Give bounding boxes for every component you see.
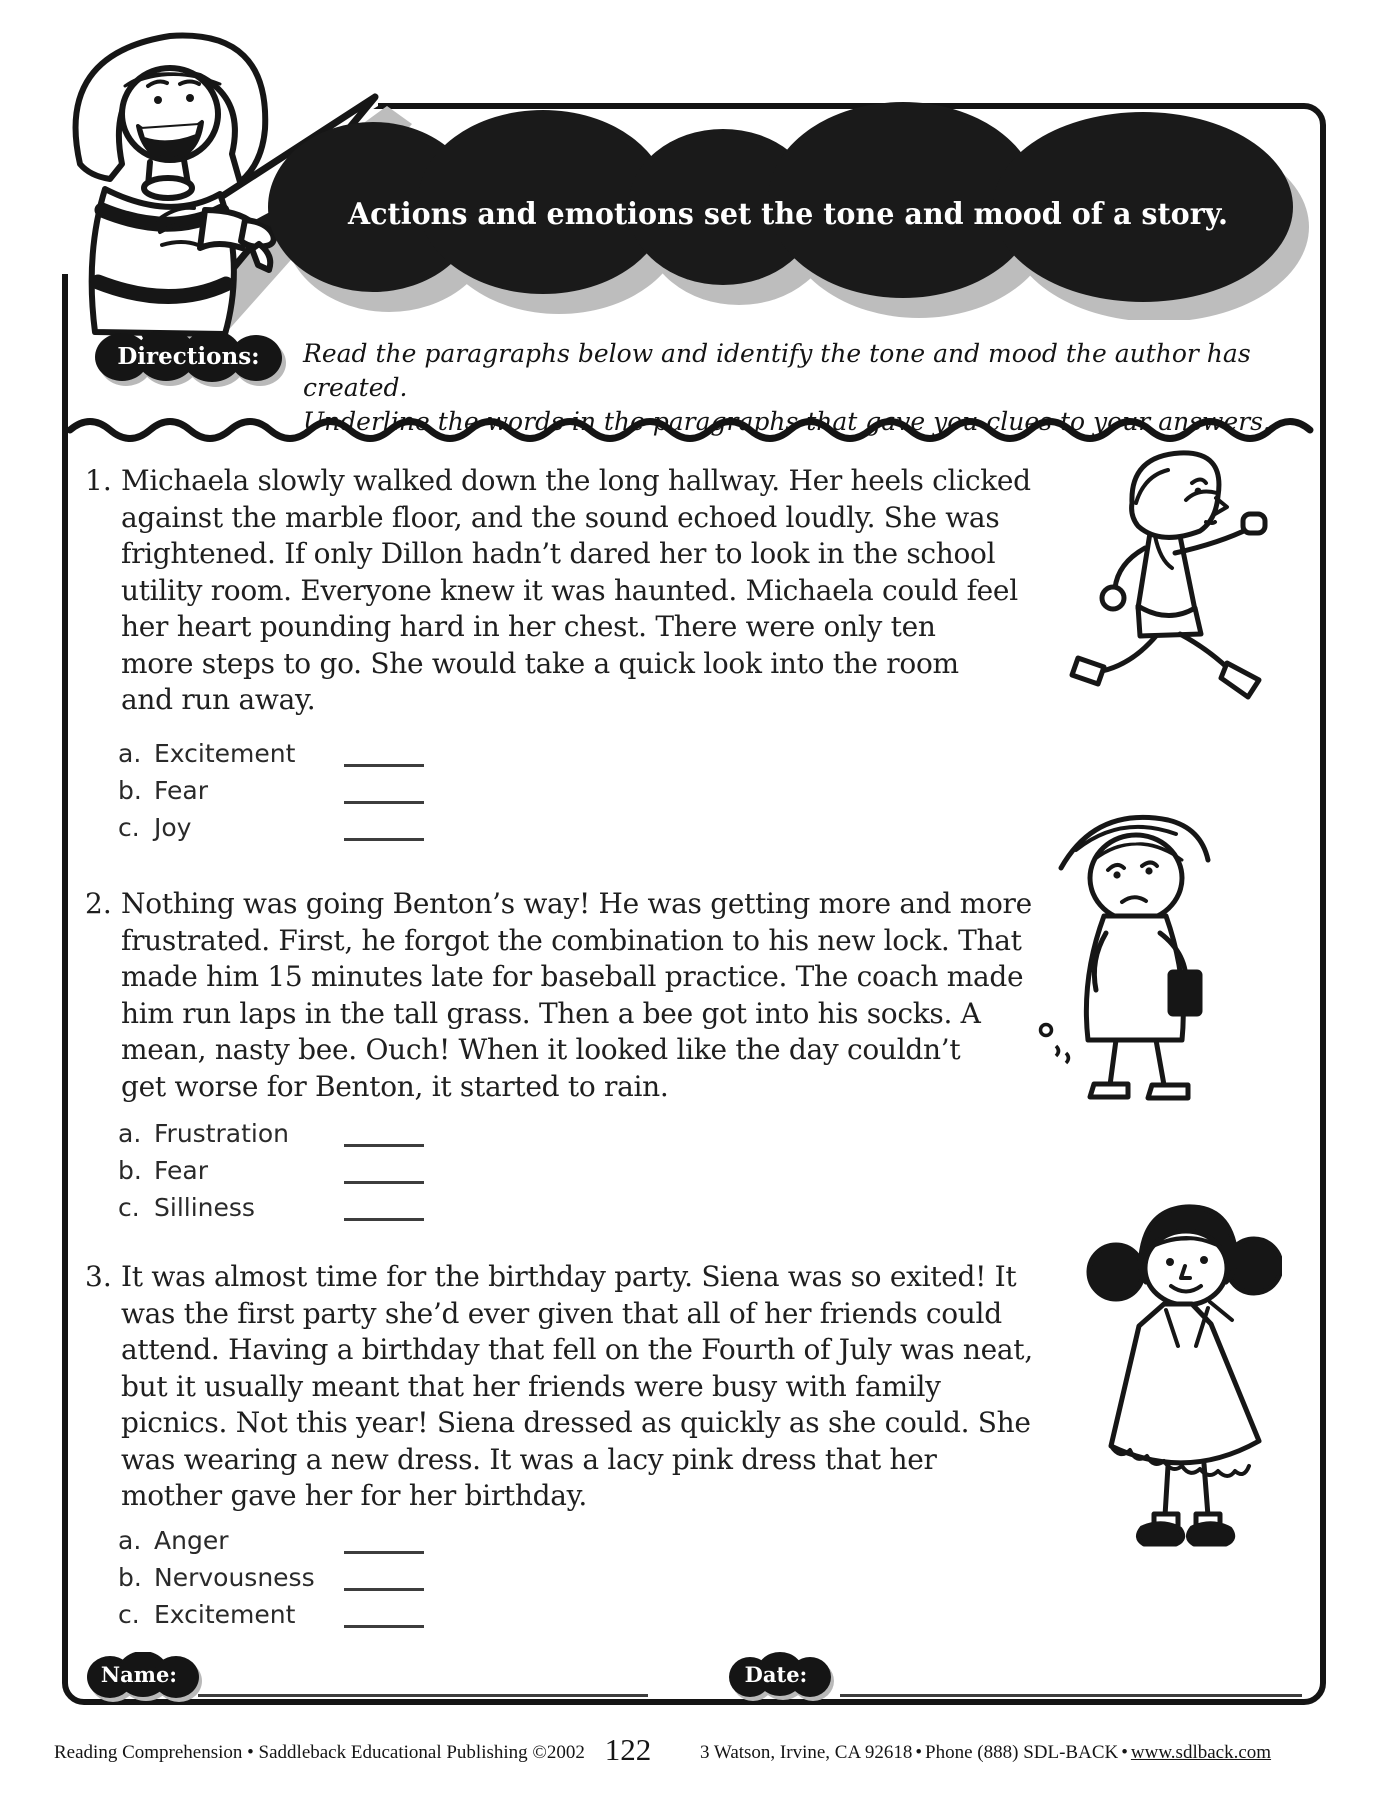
answer-blank[interactable]: [344, 1625, 424, 1628]
publisher-credit: Reading Comprehension • Saddleback Educational Publishing ©2002: [54, 1742, 585, 1763]
answer-blank[interactable]: [344, 1588, 424, 1591]
publisher-website-link[interactable]: www.sdlback.com: [1130, 1742, 1272, 1763]
paragraph-line: attend. Having a birthday that fell on the Fourth of July was neat,: [121, 1333, 1033, 1366]
question-paragraph: [121, 1259, 1033, 1515]
paragraph-line: Nothing was going Benton’s way! He was getting more and more: [121, 887, 1032, 920]
directions-line: Read the paragraphs below and identify the tone and mood the author has created.: [303, 339, 1251, 402]
paragraph-line: but it usually meant that her friends were busy with family: [121, 1369, 941, 1403]
answer-blank[interactable]: [344, 1551, 424, 1554]
option-label: Anger: [154, 1526, 229, 1555]
answer-option: [118, 1191, 588, 1228]
paragraph-line: more steps to go. She would take a quick look into the room: [121, 646, 959, 680]
paragraph-line: him run laps in the tall grass. Then a bee got into his socks. A: [121, 996, 981, 1030]
paragraph-line: utility room. Everyone knew it was haunted. Michaela could feel: [121, 573, 1018, 607]
sad-girl-illustration: [1036, 798, 1254, 1110]
option-label: Excitement: [154, 739, 296, 768]
name-label: Name:: [100, 1661, 178, 1687]
option-letter: b.: [118, 776, 142, 805]
worksheet-title: Actions and emotions set the tone and mood of a story.: [347, 197, 1228, 232]
answer-blank[interactable]: [344, 838, 424, 841]
publisher-contact: [700, 1742, 1271, 1764]
question-3: [85, 1259, 1033, 1515]
answer-option: [118, 737, 588, 774]
publisher-phone: Phone (888) SDL-BACK: [925, 1742, 1119, 1763]
option-label: Fear: [154, 1156, 208, 1185]
paragraph-line: and run away.: [121, 683, 316, 716]
paragraph-line: mother gave her for her birthday.: [121, 1479, 588, 1512]
name-input-line[interactable]: [198, 1694, 648, 1697]
answer-option: [118, 774, 588, 811]
running-girl-illustration: [1060, 448, 1272, 714]
wavy-divider: [64, 406, 1322, 452]
question-1-options: [118, 737, 588, 848]
paragraph-line: Michaela slowly walked down the long hallway. Her heels clicked: [121, 464, 1031, 497]
answer-option: [118, 1598, 588, 1635]
answer-blank[interactable]: [344, 1144, 424, 1147]
answer-blank[interactable]: [344, 1181, 424, 1184]
question-2: [85, 886, 1032, 1105]
question-paragraph: [121, 463, 1031, 719]
paragraph-line: get worse for Benton, it started to rain.: [121, 1069, 669, 1103]
answer-option: [118, 1524, 588, 1561]
option-label: Fear: [154, 776, 208, 805]
question-number: 2.: [85, 887, 112, 920]
question-number: 1.: [85, 464, 112, 497]
paragraph-line: against the marble floor, and the sound echoed loudly. She was: [121, 500, 1000, 534]
option-letter: a.: [118, 1526, 142, 1555]
option-letter: a.: [118, 739, 142, 768]
option-label: Frustration: [154, 1119, 289, 1148]
paragraph-line: It was almost time for the birthday party. Siena was so exited! It: [121, 1260, 1017, 1293]
option-letter: c.: [118, 1600, 140, 1629]
option-letter: a.: [118, 1119, 142, 1148]
directions-label: Directions:: [117, 342, 260, 370]
question-2-options: [118, 1117, 588, 1228]
question-3-options: [118, 1524, 588, 1635]
title-speech-bubble: [243, 92, 1333, 320]
question-paragraph: [121, 886, 1032, 1105]
option-letter: b.: [118, 1563, 142, 1592]
party-dress-girl-illustration: [1086, 1194, 1282, 1554]
answer-option: [118, 1117, 588, 1154]
date-input-line[interactable]: [840, 1694, 1302, 1697]
directions-badge: [90, 331, 295, 387]
question-1: [85, 463, 1031, 719]
answer-option: [118, 811, 588, 848]
paragraph-line: frightened. If only Dillon hadn’t dared her to look in the school: [121, 537, 996, 570]
option-label: Nervousness: [154, 1563, 315, 1592]
paragraph-line: her heart pounding hard in her chest. There were only ten: [121, 610, 936, 643]
page-number: 122: [604, 1732, 652, 1767]
paragraph-line: was the first party she’d ever given that all of her friends could: [121, 1296, 1002, 1330]
answer-option: [118, 1154, 588, 1191]
paragraph-line: made him 15 minutes late for baseball practice. The coach made: [121, 960, 1024, 993]
date-label: Date:: [744, 1661, 808, 1687]
date-badge: [726, 1652, 834, 1702]
bounce-marks: [1041, 1025, 1069, 1064]
answer-blank[interactable]: [344, 764, 424, 767]
paragraph-line: frustrated. First, he forgot the combination to his new lock. That: [121, 923, 1022, 957]
option-letter: b.: [118, 1156, 142, 1185]
question-number: 3.: [85, 1260, 112, 1293]
paragraph-line: was wearing a new dress. It was a lacy pink dress that her: [121, 1442, 937, 1476]
directions-line: Underline the words in the paragraphs that gave you clues to your answers.: [303, 407, 1271, 436]
name-badge: [84, 1652, 202, 1702]
option-letter: c.: [118, 813, 140, 842]
option-label: Joy: [154, 813, 192, 842]
option-label: Excitement: [154, 1600, 296, 1629]
answer-option: [118, 1561, 588, 1598]
bullet-separator: •: [1121, 1742, 1128, 1763]
answer-blank[interactable]: [344, 801, 424, 804]
paragraph-line: picnics. Not this year! Siena dressed as quickly as she could. She: [121, 1406, 1031, 1439]
answer-blank[interactable]: [344, 1218, 424, 1221]
bullet-separator: •: [915, 1742, 923, 1763]
option-letter: c.: [118, 1193, 140, 1222]
publisher-address: 3 Watson, Irvine, CA 92618: [700, 1742, 913, 1763]
option-label: Silliness: [154, 1193, 255, 1222]
paragraph-line: mean, nasty bee. Ouch! When it looked like the day couldn’t: [121, 1033, 961, 1066]
